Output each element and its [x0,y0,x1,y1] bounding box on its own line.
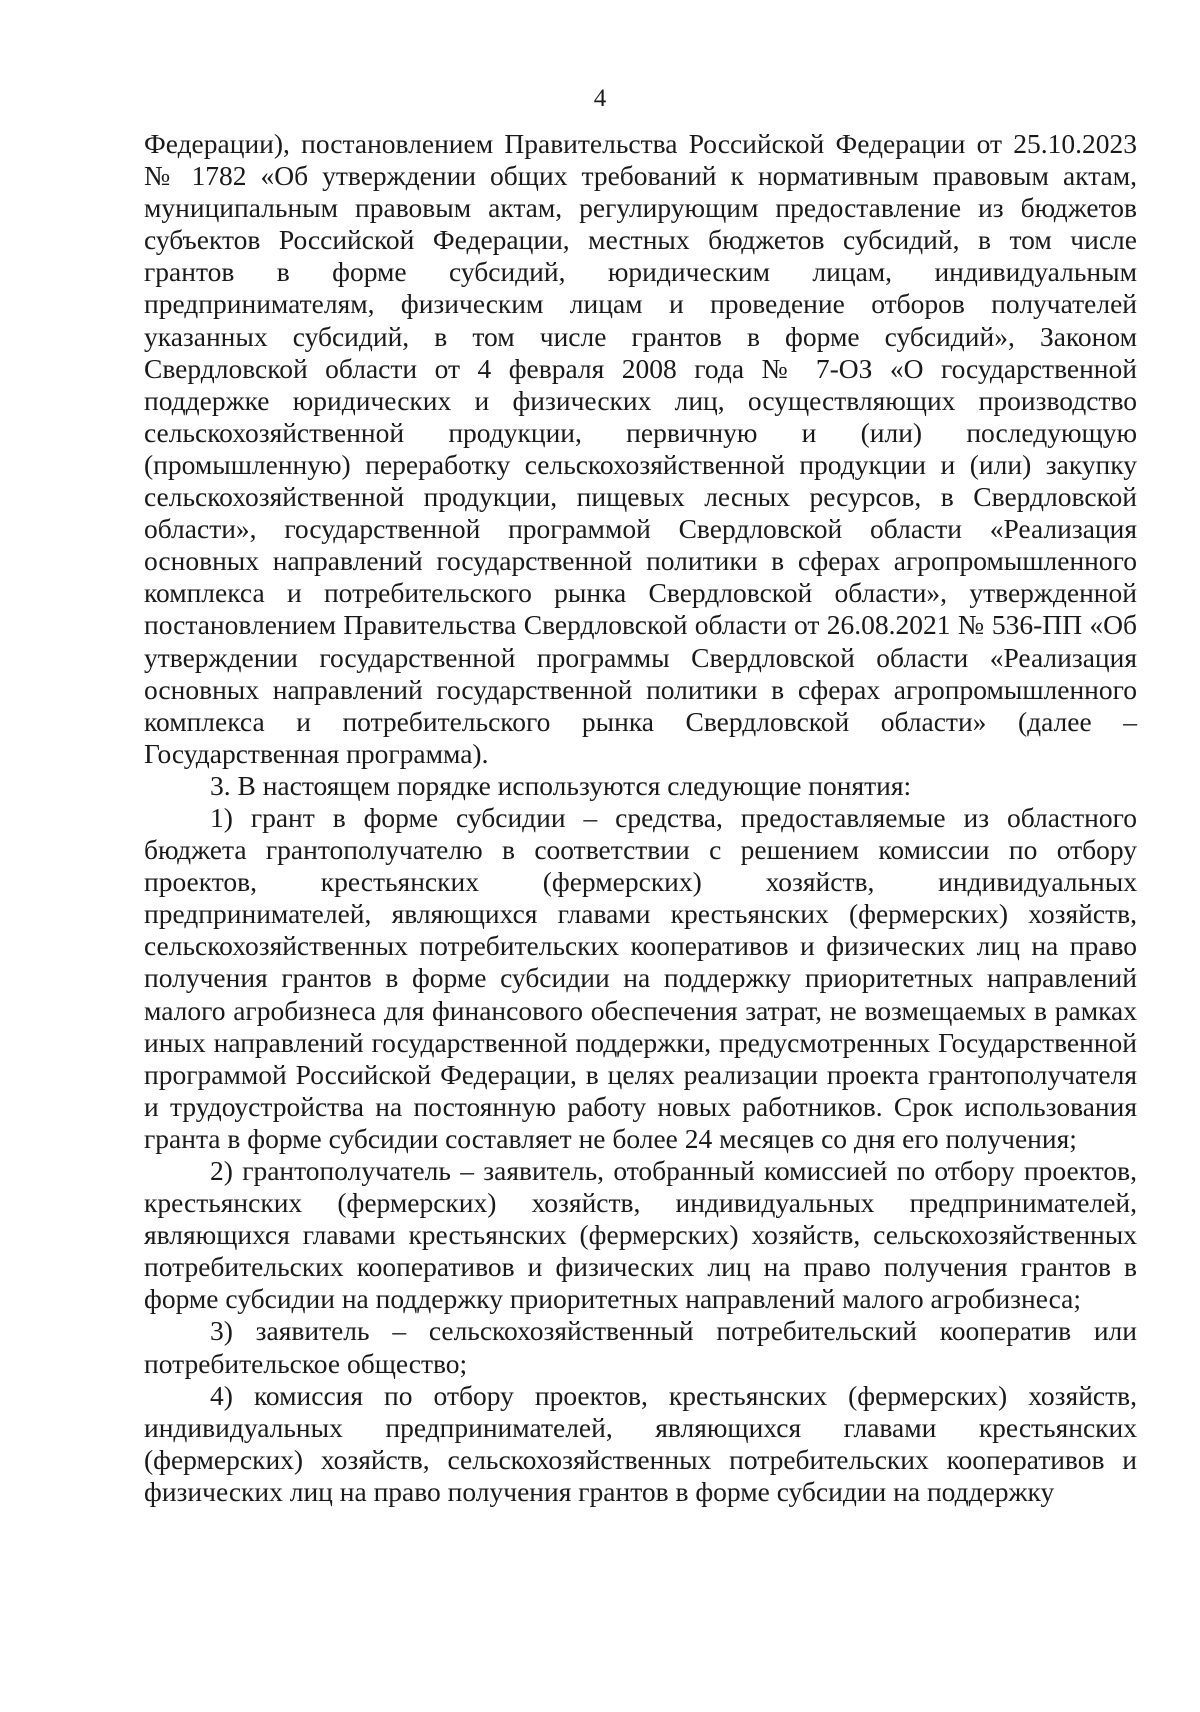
document-body [144,128,1137,1508]
paragraph-clause-3: 3. В настоящем порядке используются следующие понятия: [210,769,912,801]
paragraph-definition-commission: 4) комиссия по отбору проектов, крестьянских (фермерских) хозяйств, индивидуальных предпринимателей, являющихся главами крестьянских (фермерских) хозяйств, сельскохозяйственных потребительских кооперативов и физических лиц на право получения грантов в форме субсидии на поддержку [144,1379,1137,1507]
paragraph-definition-grantee: 2) грантополучатель – заявитель, отобранный комиссией по отбору проектов, крестьянских (фермерских) хозяйств, индивидуальных предпринимателей, являющихся главами крестьянских (фермерских) хозяйств, сельскохозяйственных потребительских кооперативов и физических лиц на право получения грантов в форме субсидии на поддержку приоритетных направлений малого агробизнеса; [144,1155,1137,1315]
paragraph-definition-applicant: 3) заявитель – сельскохозяйственный потребительский кооператив или потребительское общество; [144,1315,1137,1379]
page-number: 4 [593,85,607,112]
paragraph-continuation: Федерации), постановлением Правительства Российской Федерации от 25.10.2023 № 1782 «Об утверждении общих требований к нормативным правовым актам, муниципальным правовым актам, регулирующим предоставление из бюджетов субъектов Российской Федерации, местных бюджетов субсидий, в том числе грантов в форме субсидий, юридическим лицам, индивидуальным предпринимателям, физическим лицам и проведение отборов получателей указанных субсидий, в том числе грантов в форме субсидий», Законом Свердловской области от 4 февраля 2008 года № 7-ОЗ «О государственной поддержке юридических и физических лиц, осуществляющих производство сельскохозяйственной продукции, первичную и (или) последующую (промышленную) переработку сельскохозяйственной продукции и (или) закупку сельскохозяйственной продукции, пищевых лесных ресурсов, в Свердловской области», государственной программой Свердловской области «Реализация основных направлений государственной политики в сферах агропромышленного комплекса и потребительского рынка Свердловской области», утвержденной постановлением Правительства Свердловской области от 26.08.2021 № 536-ПП «Об утверждении государственной программы Свердловской области «Реализация основных направлений государственной политики в сферах агропромышленного комплекса и потребительского рынка Свердловской области» (далее – Государственная программа). [144,128,1137,769]
paragraph-definition-grant: 1) грант в форме субсидии – средства, предоставляемые из областного бюджета грантополучателю в соответствии с решением комиссии по отбору проектов, крестьянских (фермерских) хозяйств, индивидуальных предпринимателей, являющихся главами крестьянских (фермерских) хозяйств, сельскохозяйственных потребительских кооперативов и физических лиц на право получения грантов в форме субсидии на поддержку приоритетных направлений малого агробизнеса для финансового обеспечения затрат, не возмещаемых в рамках иных направлений государственной поддержки, предусмотренных Государственной программой Российской Федерации, в целях реализации проекта грантополучателя и трудоустройства на постоянную работу новых работников. Срок использования гранта в форме субсидии составляет не более 24 месяцев со дня его получения; [144,801,1137,1154]
